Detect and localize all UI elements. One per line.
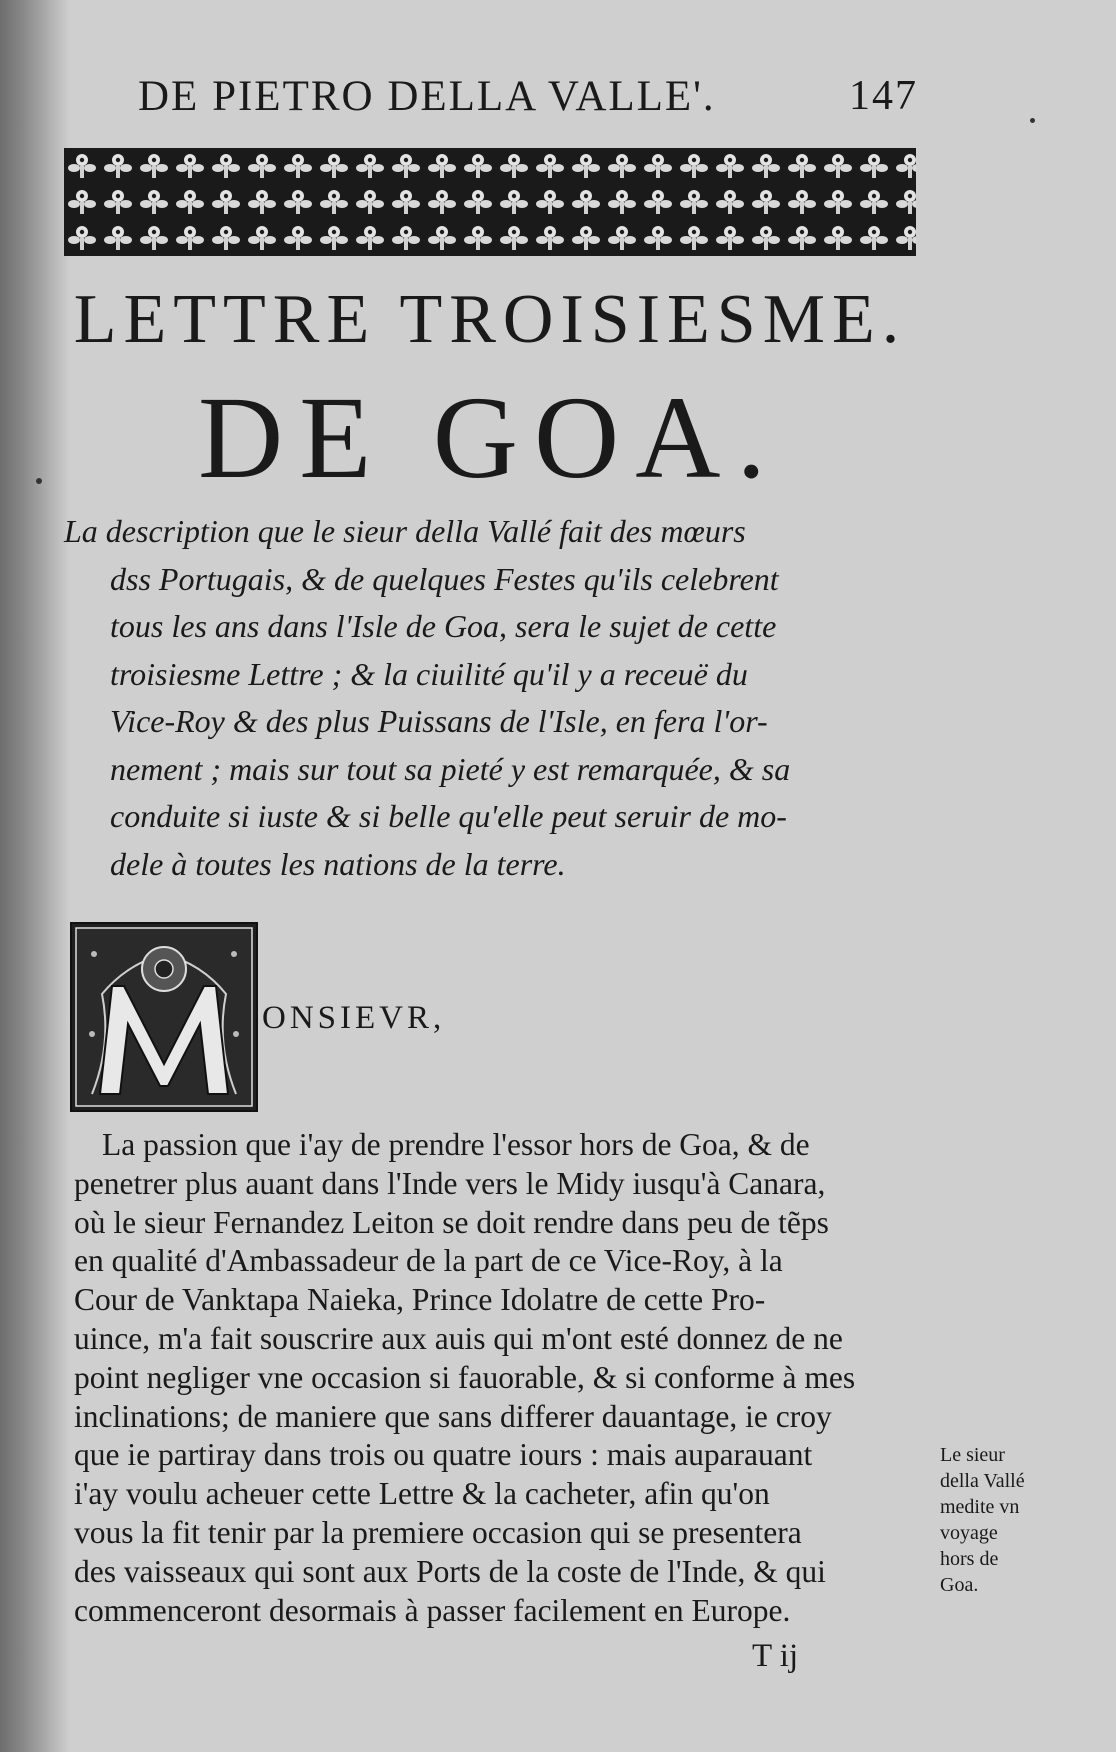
body-line: Cour de Vanktapa Naieka, Prince Idolatre de cette Pro- [74,1282,766,1318]
fleuron [572,226,600,250]
fleuron [752,190,780,214]
margin-note-line: medite vn [940,1496,1020,1518]
margin-note [940,1442,1070,1598]
fleuron [680,226,708,250]
fleuron [176,190,204,214]
fleuron [788,226,816,250]
fleuron [752,154,780,178]
fleuron [356,226,384,250]
fleuron [428,226,456,250]
fleuron [896,154,916,178]
fleuron [464,226,492,250]
body-line: en qualité d'Ambassadeur de la part de ce Vice-Roy, à la [74,1243,783,1279]
fleuron [104,226,132,250]
ink-speck [36,478,42,484]
fleuron [428,154,456,178]
fleuron [644,190,672,214]
body-line: vous la fit tenir par la premiere occasion qui se presentera [74,1514,802,1550]
body-line: commenceront desormais à passer facilement en Europe. [74,1592,791,1628]
fleuron [536,190,564,214]
fleuron [860,226,888,250]
fleuron [896,226,916,250]
fleuron [320,154,348,178]
fleuron [608,190,636,214]
fleuron [788,154,816,178]
margin-note-line: voyage [940,1522,998,1544]
fleuron [320,226,348,250]
page-number: 147 [849,73,918,119]
letter-summary [64,508,916,888]
body-line: où le sieur Fernandez Leiton se doit rendre dans peu de tẽps [74,1204,829,1240]
fleuron [500,154,528,178]
fleuron [428,190,456,214]
fleuron [716,154,744,178]
summary-line: tous les ans dans l'Isle de Goa, sera le sujet de cette [110,608,777,644]
fleuron [104,154,132,178]
fleuron [176,226,204,250]
fleuron [572,190,600,214]
summary-line: La description que le sieur della Vallé fait des mœurs [64,513,746,549]
fleuron [824,190,852,214]
fleuron [788,190,816,214]
decorated-initial-m [70,922,258,1112]
fleuron [140,190,168,214]
fleuron [680,154,708,178]
fleuron [500,190,528,214]
fleuron [356,190,384,214]
margin-note-line: Goa. [940,1574,979,1596]
body-line: i'ay voulu acheuer cette Lettre & la cacheter, afin qu'on [74,1476,770,1512]
fleuron [608,154,636,178]
fleuron [284,190,312,214]
fleuron [500,226,528,250]
fleuron [284,226,312,250]
fleuron [464,190,492,214]
fleuron [140,226,168,250]
letter-place-heading: DE GOA. [198,372,782,503]
fleuron [860,190,888,214]
summary-line: troisiesme Lettre ; & la ciuilité qu'il y a receuë du [110,655,748,692]
fleuron [536,226,564,250]
margin-note-line: hors de [940,1548,999,1570]
fleuron [680,190,708,214]
printer-ornament-band [64,148,916,256]
fleuron [104,190,132,214]
body-line: La passion que i'ay de prendre l'essor hors de Goa, & de [102,1127,810,1162]
summary-line: nement ; mais sur tout sa pieté y est remarquée, & sa [110,750,791,787]
running-head-title: DE PIETRO DELLA VALLE'. [138,73,716,120]
fleuron [176,154,204,178]
fleuron [860,154,888,178]
fleuron [608,226,636,250]
fleuron [392,190,420,214]
body-line: point negliger vne occasion si fauorable, & si conforme à mes [74,1359,856,1395]
fleuron [644,154,672,178]
fleuron [716,226,744,250]
body-line: que ie partiray dans trois ou quatre iours : mais auparauant [74,1437,813,1473]
fleuron [320,190,348,214]
fleuron [392,154,420,178]
fleuron [212,154,240,178]
fleuron [392,226,420,250]
summary-line: dele à toutes les nations de la terre. [110,845,566,882]
fleuron [284,154,312,178]
summary-line: Vice-Roy & des plus Puissans de l'Isle, en fera l'or- [110,703,768,739]
fleuron [464,154,492,178]
signature-mark: T ij [752,1638,799,1674]
fleuron [248,154,276,178]
fleuron [572,154,600,178]
body-line: des vaisseaux qui sont aux Ports de la coste de l'Inde, & qui [74,1553,826,1589]
fleuron [248,226,276,250]
fleuron [644,226,672,250]
fleuron [536,154,564,178]
body-line: penetrer plus auant dans l'Inde vers le Midy iusqu'à Canara, [74,1165,826,1201]
body-line: uince, m'a fait souscrire aux auis qui m'ont esté donnez de ne [74,1320,843,1356]
fleuron [68,154,96,178]
fleuron [248,190,276,214]
fleuron [896,190,916,214]
salutation: ONSIEVR, [262,1000,446,1036]
fleuron [824,226,852,250]
fleuron [752,226,780,250]
fleuron [212,190,240,214]
letter-heading: LETTRE TROISIESME. [73,281,907,358]
margin-note-line: Le sieur [940,1444,1005,1466]
letter-body [74,1126,924,1630]
summary-line: dss Portugais, & de quelques Festes qu'ils celebrent [110,560,779,597]
fleuron [716,190,744,214]
fleuron [356,154,384,178]
fleuron [140,154,168,178]
ink-speck [1030,118,1035,123]
body-line: inclinations; de maniere que sans differer dauantage, ie croy [74,1398,832,1434]
margin-note-line: della Vallé [940,1470,1025,1492]
fleuron [68,226,96,250]
fleuron [824,154,852,178]
fleuron [68,190,96,214]
summary-line: conduite si iuste & si belle qu'elle peut seruir de mo- [110,798,787,834]
fleuron [212,226,240,250]
